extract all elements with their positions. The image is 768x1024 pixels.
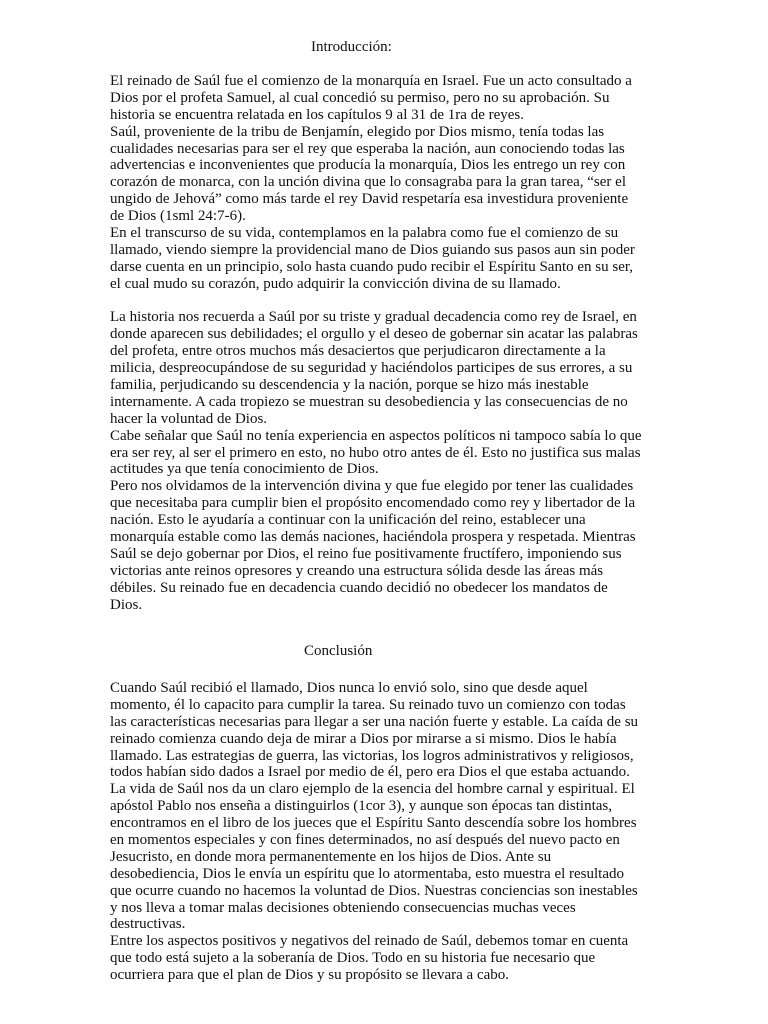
text-line: corazón de monarca, con la unción divina que lo consagraba para la gran tarea, “ser el: [110, 174, 626, 191]
text-line: todos habían sido dados a Israel por medio de él, pero era Dios el que estaba actuando.: [110, 764, 630, 781]
text-line: Cabe señalar que Saúl no tenía experiencia en aspectos políticos ni tampoco sabía lo que: [110, 427, 642, 444]
text-line: victorias ante reinos opresores y creando una estructura sólida desde las áreas más: [110, 562, 604, 579]
paragraph-gap: [110, 293, 655, 310]
text-line: que necesitaba para cumplir bien el propósito encomendado como rey y libertador de la: [110, 495, 636, 512]
text-line: llamado. Las estrategias de guerra, las victorias, los logros administrativos y religiosos,: [110, 747, 634, 764]
conclusion-heading: Conclusión: [304, 643, 373, 659]
text-line: Dios por el profeta Samuel, al cual concedió su permiso, pero no su aprobación. Su: [110, 89, 610, 106]
text-line: ungido de Jehová” como más tarde el rey David respetaría esa investidura proveniente: [110, 191, 629, 208]
text-line: nación. Esto le ayudaría a continuar con la unificación del reino, establecer una: [110, 512, 586, 529]
text-line: actitudes ya que tenía conocimiento de Dios.: [110, 461, 379, 478]
text-line: Jesucristo, en donde mora permanentemente en los hijos de Dios. Ante su: [110, 848, 552, 865]
text-line: desobediencia, Dios le envía un espíritu que lo atormentaba, esto muestra el resultado: [110, 865, 625, 882]
text-line: milicia, despreocupándose de su seguridad y haciéndolos participes de sus errores, a su: [110, 360, 633, 377]
text-line: Cuando Saúl recibió el llamado, Dios nunca lo envió solo, sino que desde aquel: [110, 680, 588, 696]
text-line: que todo está sujeto a la soberanía de Dios. Todo en su historia fue necesario que: [110, 950, 596, 967]
intro-heading: Introducción:: [311, 39, 392, 55]
text-line: que ocurre cuando no hacemos la voluntad de Dios. Nuestras conciencias son inestables: [110, 882, 638, 899]
text-line: advertencias e inconvenientes que producía la monarquía, Dios les entrego un rey con: [110, 157, 626, 174]
text-line: monarquía estable como las demás naciones, haciéndola prospera y respetada. Mientras: [110, 529, 636, 546]
text-line: del profeta, entre otros muchos más desaciertos que perjudicaron directamente a la: [110, 343, 606, 360]
text-line: Dios.: [110, 596, 143, 613]
text-line: débiles. Su reinado fue en decadencia cuando decidió no obedecer los mandatos de: [110, 579, 608, 596]
text-line: y nos lleva a tomar malas decisiones obteniendo consecuencias muchas veces: [110, 899, 576, 916]
text-line: encontramos en el libro de los jueces que el Espíritu Santo descendía sobre los hombres: [110, 815, 637, 832]
text-line: La vida de Saúl nos da un claro ejemplo de la esencia del hombre carnal y espiritual. El: [110, 781, 635, 798]
text-line: reinado comienza cuando deja de mirar a Dios por mirarse a si mismo. Dios le había: [110, 730, 617, 747]
text-line: las características necesarias para llegar a ser una nación fuerte y estable. La caída de su: [110, 713, 639, 730]
text-line: historia se encuentra relatada en los capítulos 9 al 31 de 1ra de reyes.: [110, 106, 525, 123]
text-line: Entre los aspectos positivos y negativos del reinado de Saúl, debemos tomar en cuenta: [110, 933, 629, 950]
text-line: En el transcurso de su vida, contemplamos en la palabra como fue el comienzo de su: [110, 225, 619, 242]
text-line: llamado, viendo siempre la providencial mano de Dios guiando sus pasos aun sin poder: [110, 241, 635, 258]
text-line: era ser rey, al ser el primero en esto, no hubo otro antes de él. Esto no justifica sus malas: [110, 444, 641, 461]
text-line: internamente. A cada tropiezo se muestran su desobediencia y las consecuencias de no: [110, 393, 628, 410]
text-line: familia, perjudicando su descendencia y la nación, porque se hizo más inestable: [110, 377, 589, 394]
text-line: hacer la voluntad de Dios.: [110, 410, 268, 427]
text-line: en momentos especiales y con fines determinados, no así después del nuevo pacto en: [110, 832, 620, 849]
text-line: La historia nos recuerda a Saúl por su triste y gradual decadencia como rey de Israel, en: [110, 309, 637, 326]
intro-body: [110, 73, 655, 614]
text-line: momento, él lo capacito para cumplir la tarea. Su reinado tuvo un comienzo con todas: [110, 696, 626, 713]
text-line: el cual mudo su corazón, pudo adquirir la convicción divina de su llamado.: [110, 275, 561, 292]
text-line: donde aparecen sus debilidades; el orgullo y el deseo de gobernar sin acatar las palabras: [110, 326, 638, 343]
text-line: darse cuenta en un principio, solo hasta cuando pudo recibir el Espíritu Santo en su ser,: [110, 258, 634, 275]
text-line: apóstol Pablo nos enseña a distinguirlos (1cor 3), y aunque son épocas tan distintas,: [110, 798, 612, 815]
text-line: ocurriera para que el plan de Dios y su propósito se llevara a cabo.: [110, 967, 510, 984]
text-line: Saúl se dejo gobernar por Dios, el reino fue positivamente fructífero, imponiendo sus: [110, 545, 622, 562]
text-line: cualidades necesarias para ser el rey que esperaba la nación, aun conociendo todas las: [110, 140, 625, 157]
conclusion-body: [110, 680, 655, 984]
text-line: destructivas.: [110, 916, 186, 933]
text-line: de Dios (1sml 24:7-6).: [110, 208, 246, 225]
text-line: El reinado de Saúl fue el comienzo de la monarquía en Israel. Fue un acto consultado a: [110, 73, 632, 89]
text-line: Saúl, proveniente de la tribu de Benjamín, elegido por Dios mismo, tenía todas las: [110, 123, 605, 140]
text-line: Pero nos olvidamos de la intervención divina y que fue elegido por tener las cualidades: [110, 478, 634, 495]
